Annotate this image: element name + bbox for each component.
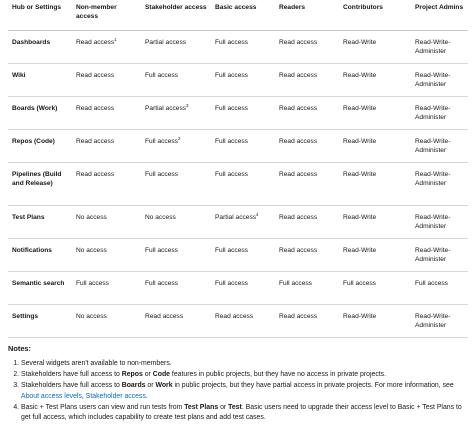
basic-cell: Full access [211,239,275,272]
table-row [8,305,468,338]
non-member-cell: Full access [72,272,141,305]
basic-cell: Full access [211,31,275,64]
contributors-cell: Read-Write [339,239,411,272]
col-header-stakeholder: Stakeholder access [141,0,211,31]
hub-cell: Boards (Work) [8,97,72,130]
hub-cell: Pipelines (Build and Release) [8,163,72,206]
stakeholder-cell: Partial access [141,31,211,64]
contributors-cell: Read-Write [339,97,411,130]
readers-cell: Read access [275,239,339,272]
note-item: 3. Stakeholders have full access to Boards or Work in public projects, but they have partial access in private projects. For more information, see About access levels, Stakeholder access. [21,381,466,402]
table-row [8,97,468,130]
readers-cell: Full access [275,272,339,305]
non-member-cell: Read access [72,130,141,163]
hub-cell: Wiki [8,64,72,97]
basic-cell: Full access [211,97,275,130]
footnote-ref: 2 [177,136,181,141]
table-row [8,206,468,239]
table-row [8,31,468,64]
basic-cell: Full access [211,64,275,97]
basic-cell: Full access [211,272,275,305]
table-row [8,239,468,272]
table-row [8,130,468,163]
readers-cell: Read access [275,130,339,163]
non-member-cell: No access [72,206,141,239]
non-member-cell: Read access [72,97,141,130]
readers-cell: Read access [275,206,339,239]
admins-cell: Read-Write-Administer [411,305,468,338]
basic-cell: Partial access$^4$ [211,206,275,239]
admins-cell: Read-Write-Administer [411,130,468,163]
non-member-cell: Read access [72,163,141,206]
about-access-levels-link[interactable]: About access levels [21,392,82,400]
contributors-cell: Read-Write [339,130,411,163]
notes-list [8,359,466,423]
col-header-basic: Basic access [211,0,275,31]
contributors-cell: Read-Write [339,206,411,239]
col-header-readers: Readers [275,0,339,31]
basic-cell: Full access [211,130,275,163]
footnote-ref: 1 [114,37,117,42]
contributors-cell: Read-Write [339,31,411,64]
notes-section [8,344,466,424]
stakeholder-cell: Full access [141,64,211,97]
access-table [8,0,468,338]
non-member-cell: Read access$^1$ [72,31,141,64]
col-header-hub: Hub or Settings [8,0,72,31]
footnote-ref: 4 [256,212,259,217]
non-member-cell: No access [72,239,141,272]
readers-cell: Read access [275,31,339,64]
contributors-cell: Read-Write [339,305,411,338]
col-header-non-member: Non-member access [72,0,141,31]
table-row [8,272,468,305]
admins-cell: Read-Write-Administer [411,97,468,130]
hub-cell: Repos (Code) [8,130,72,163]
admins-cell: Read-Write-Administer [411,206,468,239]
stakeholder-cell: No access [141,206,211,239]
readers-cell: Read access [275,163,339,206]
stakeholder-access-link[interactable]: Stakeholder access [85,392,146,400]
col-header-admins: Project Admins [411,0,468,31]
non-member-cell: Read access [72,64,141,97]
note-item: 1. Several widgets aren't available to non-members. [21,359,466,369]
table-row [8,163,468,206]
footnote-ref: 3 [186,103,189,108]
hub-cell: Dashboards [8,31,72,64]
note-item: 2. Stakeholders have full access to Repos or Code features in public projects, but they have no access in private projects. [21,370,466,380]
readers-cell: Read access [275,97,339,130]
contributors-cell: Read-Write [339,64,411,97]
contributors-cell: Full access [339,272,411,305]
note-item: 4. Basic + Test Plans users can view and run tests from Test Plans or Test. Basic users need to upgrade their access level to Basic + Test Plans to get full access, which includes capability to create test plans and add test cases. [21,403,466,424]
table-row [8,64,468,97]
contributors-cell: Read-Write [339,163,411,206]
hub-cell: Notifications [8,239,72,272]
readers-cell: Read access [275,305,339,338]
basic-cell: Full access [211,163,275,206]
admins-cell: Read-Write-Administer [411,239,468,272]
admins-cell: Read-Write-Administer [411,64,468,97]
admins-cell: Full access [411,272,468,305]
notes-title: Notes: [8,344,31,353]
non-member-cell: No access [72,305,141,338]
stakeholder-cell: Read access [141,305,211,338]
stakeholder-cell: Partial access$^3$ [141,97,211,130]
stakeholder-cell: Full access [141,239,211,272]
hub-cell: Settings [8,305,72,338]
table-header-row [8,0,468,31]
col-header-contributors: Contributors [339,0,411,31]
hub-cell: Test Plans [8,206,72,239]
admins-cell: Read-Write-Administer [411,31,468,64]
stakeholder-cell: Full access [141,163,211,206]
stakeholder-cell: Full access$^2$ [141,130,211,163]
basic-cell: Read access [211,305,275,338]
readers-cell: Read access [275,64,339,97]
admins-cell: Read-Write-Administer [411,163,468,206]
stakeholder-cell: Full access [141,272,211,305]
hub-cell: Semantic search [8,272,72,305]
